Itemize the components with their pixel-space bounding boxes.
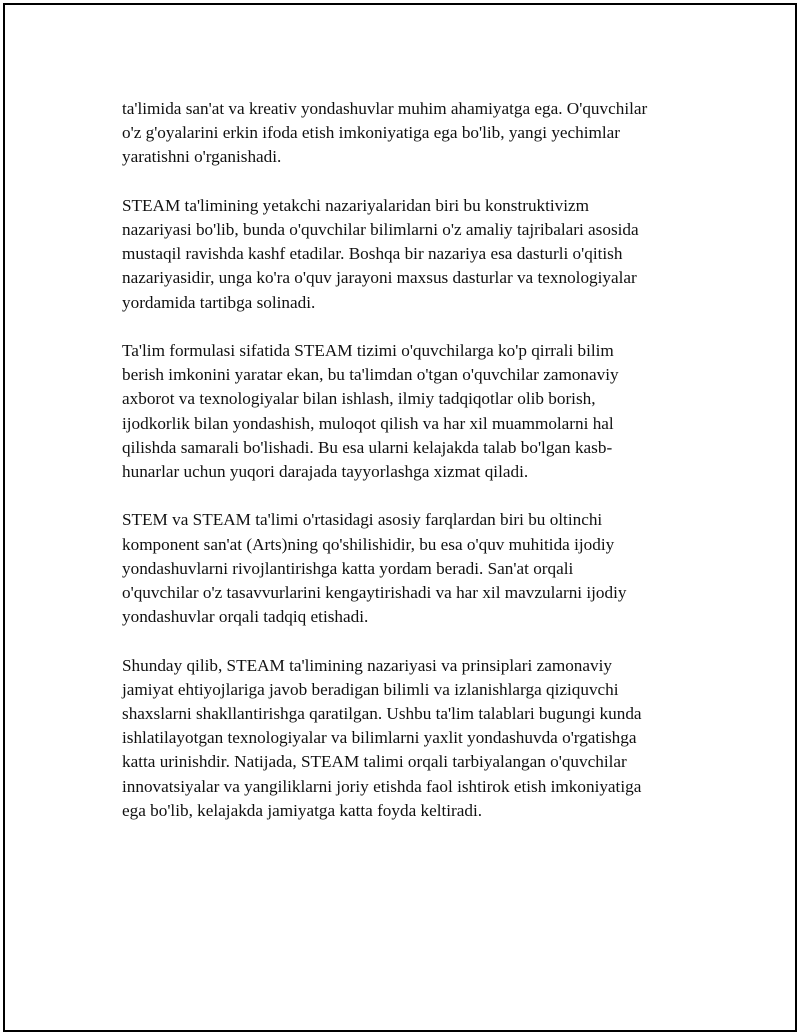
paragraph-5: Shunday qilib, STEAM ta'limining nazariyasi va prinsiplari zamonaviy jamiyat ehtiyojlariga javob beradigan bilimli va izlanishlarga qiziquvchi shaxslarni shakllantirishga qaratilgan. Ushbu ta'lim talablari bugungi kunda ishlatilayotgan texnologiyalar va bilimlarni yaxlit yondashuvda o'rgatishga katta urinishdir. Natijada, STEAM talimi orqali tarbiyalangan o'quvchilar innovatsiyalar va yangiliklarni joriy etishda faol ishtirok etish imkoniyatiga ega bo'lib, kelajakda jamiyatga katta foyda keltiradi. xyxy=(122,655,642,820)
paragraph-1: ta'limida san'at va kreativ yondashuvlar muhim ahamiyatga ega. O'quvchilar o'z g'oyalarini erkin ifoda etish imkoniyatiga ega bo'lib, yangi yechimlar yaratishni o'rganishadi. xyxy=(122,99,648,167)
paragraph-3: Ta'lim formulasi sifatida STEAM tizimi o'quvchilarga ko'p qirrali bilim berish imkonini yaratar ekan, bu ta'limdan o'tgan o'quvchilar zamonaviy axborot va texnologiyalar bilan ishlash, ilmiy tadqiqotlar olib borish, ijodkorlik bilan yondashish, muloqot qilish va har xil muammolarni hal qilishda samarali bo'lishadi. Bu esa ularni kelajakda talab bo'lgan kasb- hunarlar uchun yuqori darajada tayyorlashga xizmat qiladi. xyxy=(122,341,619,482)
page-frame xyxy=(3,3,797,1032)
paragraph-2: STEAM ta'limining yetakchi nazariyalaridan biri bu konstruktivizm nazariyasi bo'lib, bunda o'quvchilar bilimlarni o'z amaliy tajribalari asosida mustaqil ravishda kashf etadilar. Boshqa bir nazariya esa dasturli o'qitish nazariyasidir, unga ko'ra o'quv jarayoni maxsus dasturlar va texnologiyalar yordamida tartibga solinadi. xyxy=(122,195,639,312)
document-body xyxy=(122,97,702,847)
paragraph-4: STEM va STEAM ta'limi o'rtasidagi asosiy farqlardan biri bu oltinchi komponent san'at (Arts)ning qo'shilishidir, bu esa o'quv muhitida ijodiy yondashuvlarni rivojlantirishga katta yordam beradi. San'at orqali o'quvchilar o'z tasavvurlarini kengaytirishadi va har xil mavzularni ijodiy yondashuvlar orqali tadqiq etishadi. xyxy=(122,510,627,627)
